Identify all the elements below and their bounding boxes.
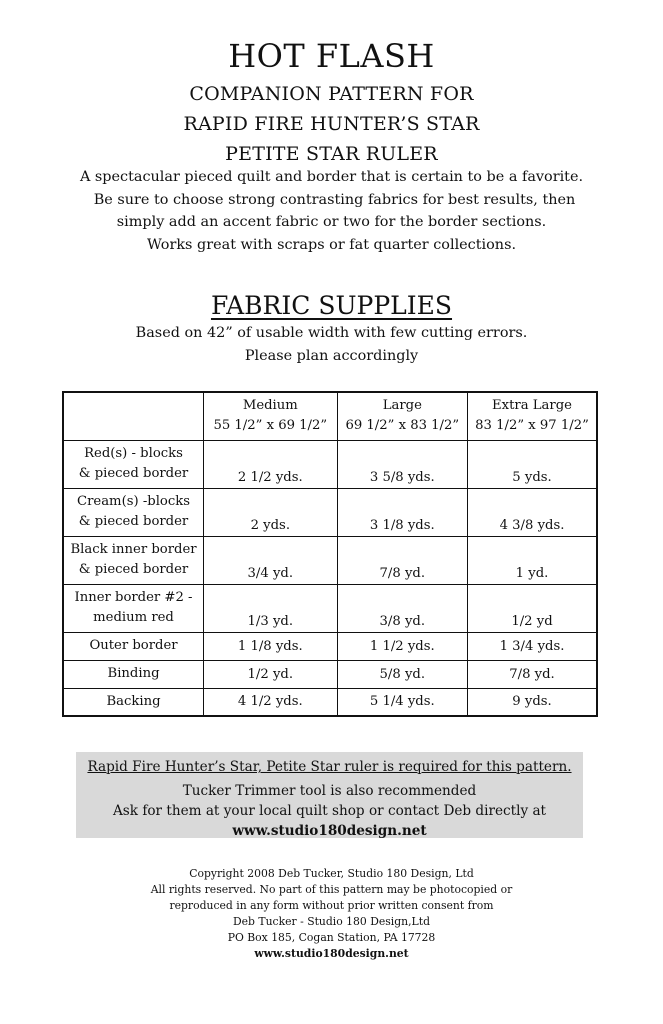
row-label: Red(s) - blocks & pieced border [63, 440, 204, 488]
subtitle-line-3: PETITE STAR RULER [225, 143, 438, 165]
table-row [63, 584, 597, 632]
cell-value: 4 3/8 yds. [468, 488, 597, 536]
table-header-row [63, 392, 597, 440]
copyright-website-link[interactable]: www.studio180design.net [254, 947, 409, 960]
copyright-line: Deb Tucker - Studio 180 Design,Ltd [233, 915, 430, 928]
pattern-title: HOT FLASH [228, 37, 435, 75]
table-row [63, 488, 597, 536]
cell-value: 1 yd. [468, 536, 597, 584]
ruler-notice-box [76, 752, 583, 838]
fabric-supplies-table [62, 391, 598, 717]
row-label: Outer border [63, 632, 204, 660]
row-label: Cream(s) -blocks & pieced border [63, 488, 204, 536]
cell-value: 7/8 yd. [468, 660, 597, 688]
cell-value: 1/2 yd. [204, 660, 338, 688]
column-header-extra-large: Extra Large 83 1/2” x 97 1/2” [468, 392, 597, 440]
note-line: Based on 42” of usable width with few cutting errors. [135, 325, 528, 341]
table-row [63, 660, 597, 688]
intro-line: simply add an accent fabric or two for the border sections. [116, 214, 547, 230]
cell-value: 5 yds. [468, 440, 597, 488]
table-row [63, 688, 597, 716]
row-label: Inner border #2 - medium red [63, 584, 204, 632]
cell-value: 1 1/8 yds. [204, 632, 338, 660]
table-row [63, 440, 597, 488]
copyright-line: PO Box 185, Cogan Station, PA 17728 [227, 931, 436, 944]
fabric-supplies-note [0, 322, 663, 368]
cell-value: 5/8 yd. [337, 660, 467, 688]
cell-value: 3/4 yd. [204, 536, 338, 584]
column-header-medium: Medium 55 1/2” x 69 1/2” [204, 392, 338, 440]
row-label: Backing [63, 688, 204, 716]
contact-text: Ask for them at your local quilt shop or contact Deb directly at [112, 803, 547, 819]
cell-value: 3/8 yd. [337, 584, 467, 632]
trimmer-recommendation: Tucker Trimmer tool is also recommended [182, 783, 477, 799]
cell-value: 9 yds. [468, 688, 597, 716]
row-label: Black inner border & pieced border [63, 536, 204, 584]
table-row [63, 632, 597, 660]
subtitle-line-1: COMPANION PATTERN FOR [189, 83, 474, 105]
cell-value: 7/8 yd. [337, 536, 467, 584]
ruler-required-text: Rapid Fire Hunter’s Star, Petite Star ruler is required for this pattern. [87, 759, 572, 775]
column-header-large: Large 69 1/2” x 83 1/2” [337, 392, 467, 440]
cell-value: 1/2 yd [468, 584, 597, 632]
copyright-line: Copyright 2008 Deb Tucker, Studio 180 Design, Ltd [189, 867, 474, 880]
intro-line: Works great with scraps or fat quarter collections. [146, 236, 517, 253]
website-link[interactable]: www.studio180design.net [232, 823, 427, 839]
intro-paragraph [0, 166, 663, 256]
intro-line: Be sure to choose strong contrasting fabrics for best results, then [93, 191, 576, 208]
fabric-supplies-heading-text: FABRIC SUPPLIES [210, 291, 453, 320]
cell-value: 1/3 yd. [204, 584, 338, 632]
cell-value: 4 1/2 yds. [204, 688, 338, 716]
cell-value: 2 yds. [204, 488, 338, 536]
cell-value: 3 5/8 yds. [337, 440, 467, 488]
header-empty-cell [63, 392, 204, 440]
cell-value: 3 1/8 yds. [337, 488, 467, 536]
fabric-supplies-heading [0, 290, 663, 322]
copyright-line: All rights reserved. No part of this pattern may be photocopied or [150, 883, 513, 896]
cell-value: 2 1/2 yds. [204, 440, 338, 488]
cell-value: 1 1/2 yds. [337, 632, 467, 660]
cell-value: 5 1/4 yds. [337, 688, 467, 716]
copyright-line: reproduced in any form without prior written consent from [169, 899, 494, 912]
table-row [63, 536, 597, 584]
copyright-block [0, 866, 663, 962]
subtitle-line-2: RAPID FIRE HUNTER’S STAR [183, 113, 480, 135]
row-label: Binding [63, 660, 204, 688]
intro-line: A spectacular pieced quilt and border that is certain to be a favorite. [79, 169, 584, 185]
note-line: Please plan accordingly [244, 348, 419, 364]
cell-value: 1 3/4 yds. [468, 632, 597, 660]
